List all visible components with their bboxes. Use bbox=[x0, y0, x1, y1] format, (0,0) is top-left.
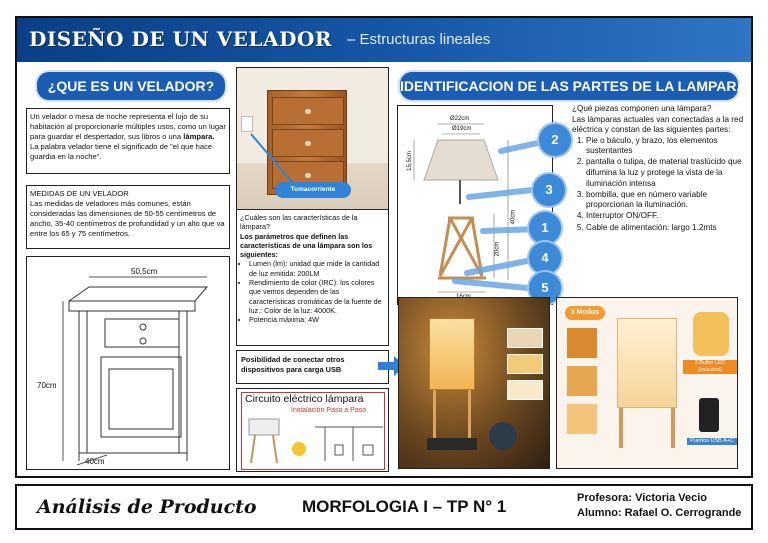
characteristics-list bbox=[249, 259, 385, 324]
part-marker-3: 3 bbox=[533, 174, 565, 206]
nightstand-photo bbox=[236, 67, 389, 217]
page-subtitle bbox=[347, 31, 490, 48]
part-item: 4. Interruptor ON/OFF. bbox=[586, 211, 752, 222]
photo-charging-base bbox=[427, 438, 477, 450]
nightstand-sketch bbox=[27, 257, 230, 470]
parts-intro: Las lámparas actuales van conectadas a la red eléctrica y constan de las siguientes partes: bbox=[572, 114, 744, 135]
width-dimension: 50,5cm bbox=[131, 267, 158, 276]
part-marker-4: 4 bbox=[529, 242, 561, 274]
part-item: 1. Pie o báculo, y brazo, los elementos sustentantes bbox=[586, 136, 752, 157]
mode-thumb-1 bbox=[567, 328, 597, 358]
title-separator: – bbox=[347, 31, 356, 48]
characteristics-box bbox=[236, 209, 389, 346]
section-heading-parts: IDENTIFICACION DE LAS PARTES DE LA LAMPARA bbox=[400, 72, 738, 100]
part-item: 3. bombilla, que en número variable proporcionan la iluminación. bbox=[586, 190, 752, 211]
photo-lamp-base bbox=[433, 390, 471, 438]
mode-thumb-2 bbox=[567, 366, 597, 396]
parts-question: ¿Qué piezas componen una lámpara? bbox=[572, 104, 712, 113]
usb-note: Posibilidad de conectar otros dispositivos para carga USB bbox=[236, 350, 389, 384]
part-marker-2: 2 bbox=[539, 124, 571, 156]
part-item: 2. pantalla o tulipa, de material traslúcido que difumina la luz y protege la vista de la iluminación intensa bbox=[586, 157, 752, 189]
footer-course: MORFOLOGIA I – TP N° 1 bbox=[302, 497, 507, 516]
usb-ports-label: Puertos USB A+C bbox=[687, 438, 737, 445]
photo-mode-warm bbox=[507, 328, 543, 348]
part-item: 5. Cable de alimentación: largo 1.2mts bbox=[586, 223, 752, 234]
photo-speaker bbox=[489, 422, 517, 450]
definition-bold: lámpara. bbox=[183, 132, 215, 141]
footer-teacher: Profesora: Victoria Vecio bbox=[577, 492, 708, 504]
photo-mode-cool bbox=[507, 380, 543, 400]
modes-lamp-base bbox=[619, 408, 675, 448]
subtitle-text: Estructuras lineales bbox=[359, 31, 491, 48]
phone-icon bbox=[699, 398, 719, 432]
characteristic-item: • Lumen (lm): unidad que mide la cantidad de luz emitida: 200LM bbox=[249, 259, 385, 278]
bulbs-icon bbox=[693, 312, 729, 356]
outlet-label: Tomacorriente bbox=[275, 182, 351, 198]
height-dimension: 70cm bbox=[37, 381, 57, 390]
definition-meaning: La palabra velador tiene el significado de "el que hace guardia en la noche". bbox=[30, 142, 213, 161]
measures-title: MEDIDAS DE UN VELADOR bbox=[30, 189, 129, 198]
definition-box bbox=[26, 108, 230, 174]
photo-lamp-shade bbox=[429, 318, 475, 390]
characteristic-item: • Potencia máxima: 4W bbox=[249, 315, 385, 324]
part-marker-5: 5 bbox=[529, 272, 561, 304]
modes-title: 3 Modos bbox=[565, 306, 605, 320]
footer-student: Alumno: Rafael O. Cerrogrande bbox=[577, 507, 742, 519]
dim-top: Ø22cm bbox=[450, 116, 470, 122]
footer bbox=[15, 484, 753, 530]
photo-mode-neutral bbox=[507, 354, 543, 374]
page-title: DISEÑO DE UN VELADOR bbox=[29, 27, 333, 51]
lamp-product-photo bbox=[398, 297, 550, 469]
nightstand-drawing bbox=[26, 256, 230, 470]
section-heading-what-is: ¿QUE ES UN VELADOR? bbox=[37, 72, 225, 100]
circuit-diagram bbox=[245, 417, 385, 469]
footer-product-analysis: Análisis de Producto bbox=[37, 496, 257, 518]
measures-box bbox=[26, 185, 230, 249]
footer-credits bbox=[577, 491, 741, 521]
poster-sheet bbox=[15, 16, 753, 478]
circuit-title: Circuito eléctrico lámpara bbox=[245, 393, 364, 405]
dim-base-height: 20cm bbox=[494, 241, 501, 257]
depth-dimension: 40cm bbox=[85, 457, 105, 466]
measures-text: Las medidas de veladores más comunes, están consideradas las dimensiones de 50-55 centímetros de ancho, 35-40 centímetros de profundidad y un alto que va entre los 65 y 75 centímetros. bbox=[30, 199, 225, 238]
lamp-modes-photo bbox=[556, 297, 738, 469]
modes-lamp-shade bbox=[617, 318, 677, 408]
circuit-subtitle: Instalación Paso a Paso bbox=[291, 407, 367, 414]
characteristics-intro: Los parámetros que definen las características de una lámpara son los siguientes: bbox=[240, 231, 373, 260]
parts-list bbox=[586, 136, 752, 233]
dim-total-height: 40cm bbox=[510, 209, 517, 225]
characteristic-item: • Rendimiento de color (IRC): los colores que vemos dependen de las características cromáticas de la fuente de luz.: Color de la luz: 4000K. bbox=[249, 278, 385, 315]
definition-text: Un velador o mesa de noche representa el lujo de su habitación al proporcionarle múltiples usos, como un lugar para guardar el despertador, sus libros o una bbox=[30, 112, 226, 141]
characteristics-question: ¿Cuáles son las características de la lámpara? bbox=[240, 213, 358, 232]
circuit-box bbox=[236, 388, 389, 472]
dim-mid: Ø19cm bbox=[452, 126, 472, 132]
title-bar bbox=[17, 18, 751, 62]
parts-description bbox=[572, 104, 752, 234]
bulbs-label: 2 Bulbs LED (Included) bbox=[683, 360, 737, 374]
part-marker-1: 1 bbox=[529, 212, 561, 244]
mode-thumb-3 bbox=[567, 404, 597, 434]
dim-shade-height: 15,5cm bbox=[406, 151, 413, 171]
